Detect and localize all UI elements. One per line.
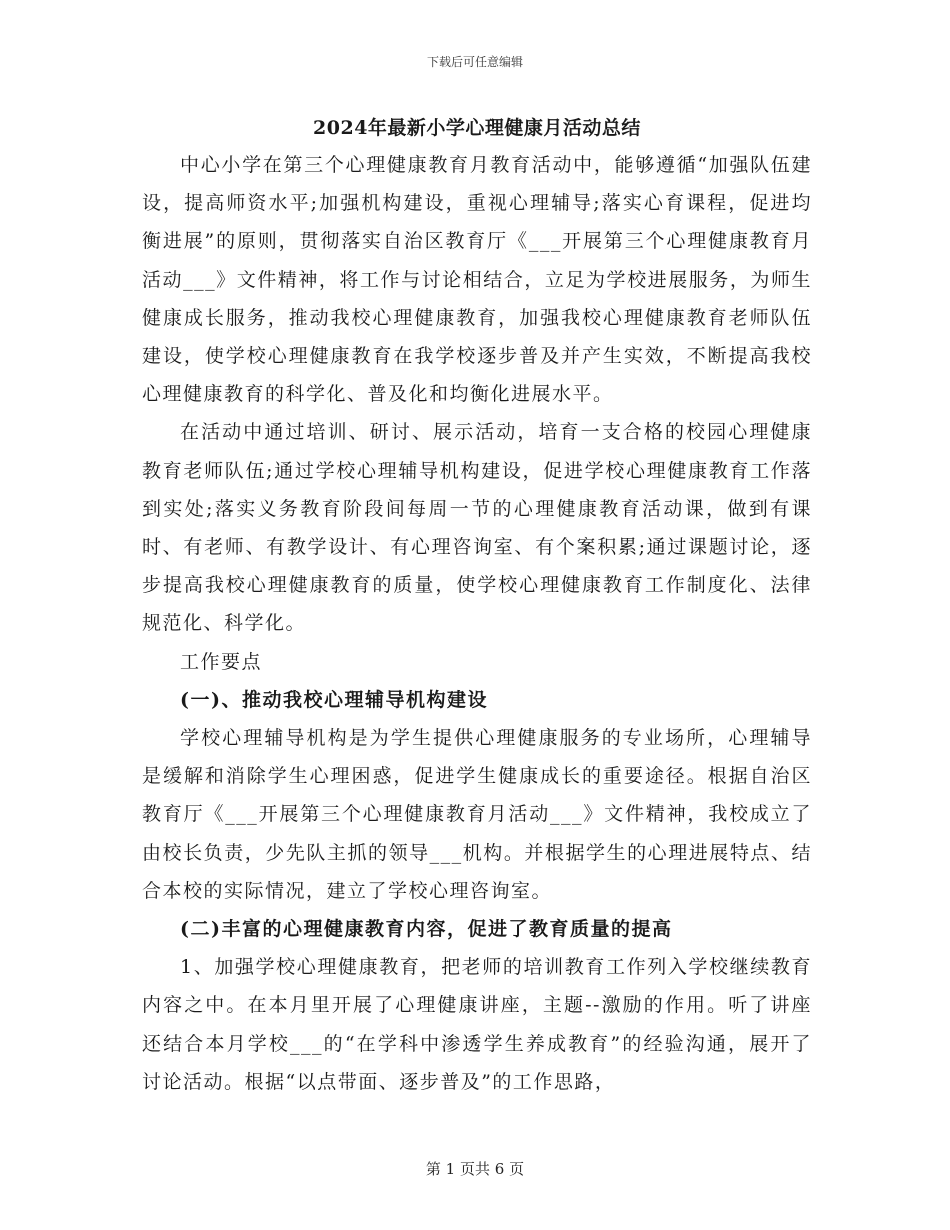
paragraph-2: 在活动中通过培训、研讨、展示活动，培育一支合格的校园心理健康教育老师队伍;通过学校心理辅导机构建设，促进学校心理健康教育工作落到实处;落实义务教育阶段间每周一节的心理健康教育活动课，做到有课时、有老师、有教学设计、有心理咨询室、有个案积累;通过课题讨论，逐步提高我校心理健康教育的质量，使学校心理健康教育工作制度化、法律规范化、科学化。	[142, 421, 812, 635]
paragraph-3: 学校心理辅导机构是为学生提供心理健康服务的专业场所，心理辅导是缓解和消除学生心理困惑，促进学生健康成长的重要途径。根据自治区教育厅《___开展第三个心理健康教育月活动___》文件精神，我校成立了由校长负责，少先队主抓的领导___机构。并根据学生的心理进展特点、结合本校的实际情况，建立了学校心理咨询室。	[142, 727, 812, 902]
document-body	[142, 110, 812, 1101]
page-header-note: 下载后可任意编辑	[426, 55, 523, 69]
work-points-label: 工作要点	[180, 650, 263, 673]
section-1-heading: (一)、推动我校心理辅导机构建设	[180, 688, 488, 711]
page-number-footer: 第 1 页共 6 页	[425, 1160, 525, 1178]
section-2-heading: (二)丰富的心理健康教育内容，促进了教育质量的提高	[180, 918, 673, 941]
paragraph-1: 中心小学在第三个心理健康教育月教育活动中，能够遵循“加强队伍建设，提高师资水平;加强机构建设，重视心理辅导;落实心育课程，促进均衡进展”的原则，贯彻落实自治区教育厅《___开展第三个心理健康教育月活动___》文件精神，将工作与讨论相结合，立足为学校进展服务，为师生健康成长服务，推动我校心理健康教育，加强我校心理健康教育老师队伍建设，使学校心理健康教育在我学校逐步普及并产生实效，不断提高我校心理健康教育的科学化、普及化和均衡化进展水平。	[142, 154, 812, 406]
document-title: 2024年最新小学心理健康月活动总结	[313, 117, 641, 139]
paragraph-4: 1、加强学校心理健康教育，把老师的培训教育工作列入学校继续教育内容之中。在本月里开展了心理健康讲座，主题--激励的作用。听了讲座还结合本月学校___的“在学科中渗透学生养成教育”的经验沟通，展开了讨论活动。根据“以点带面、逐步普及”的工作思路，	[142, 956, 812, 1093]
